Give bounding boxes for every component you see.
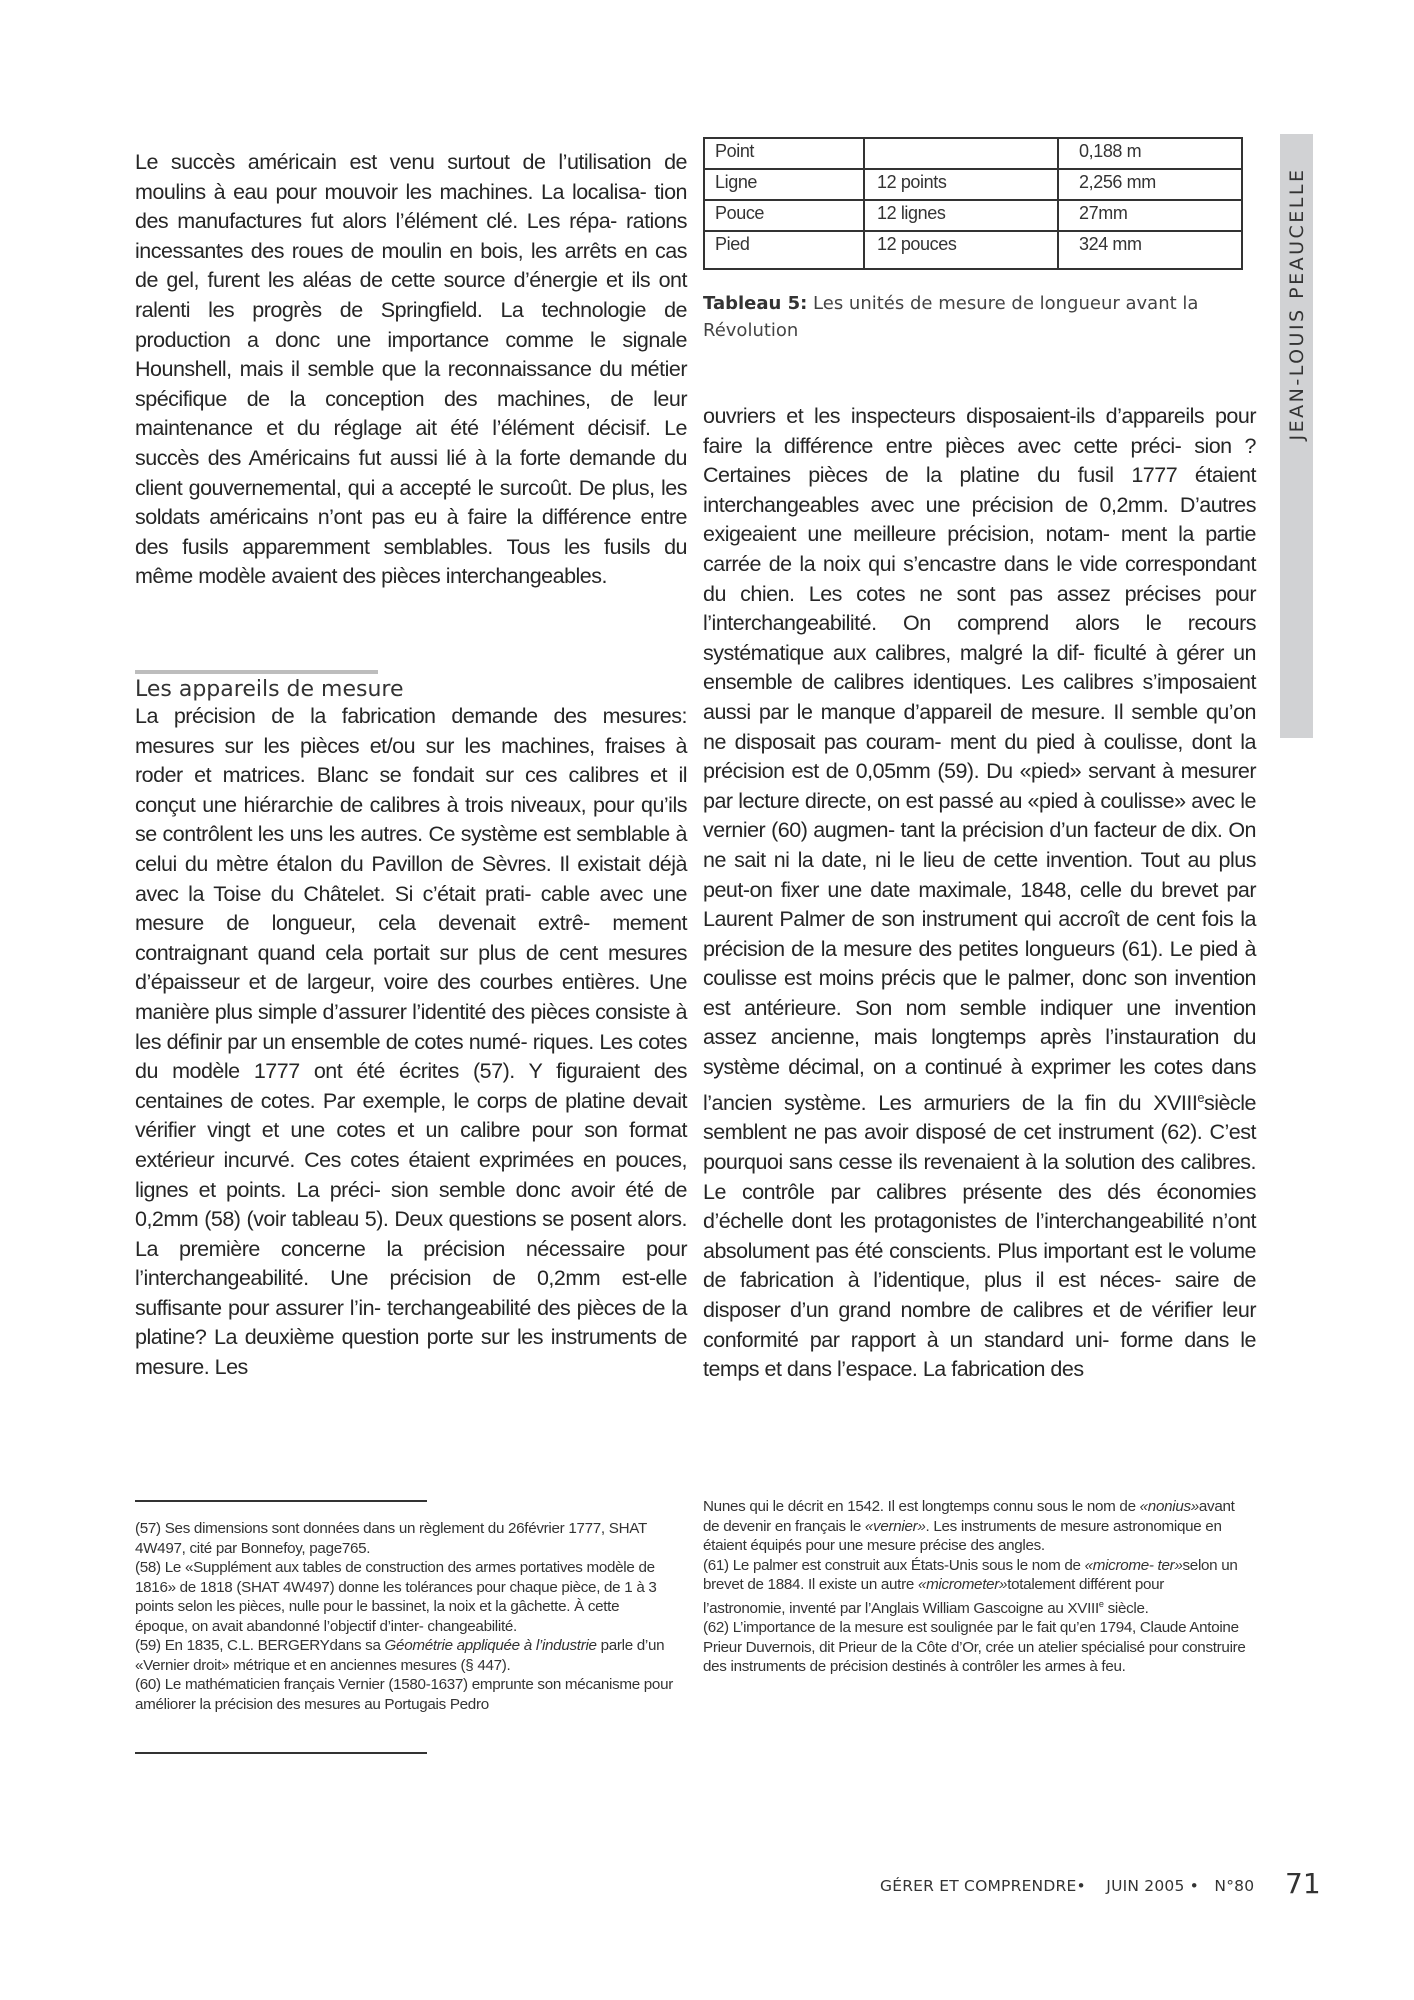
text-run: (59) En 1835, C.L. BERGERYdans sa	[135, 1637, 385, 1654]
table-cell: 27mm	[1058, 200, 1242, 231]
footnote-rule	[135, 1752, 427, 1754]
table-row	[704, 169, 1242, 200]
text-run: Nunes qui le décrit en 1542. Il est longtemps connu sous le nom de	[703, 1498, 1140, 1515]
table-cell: 12 lignes	[864, 200, 1058, 231]
section-heading	[135, 670, 687, 704]
italic-term: «vernier»	[864, 1517, 926, 1535]
footnote-57: (57) Ses dimensions sont données dans un règlement du 26février 1777, SHAT 4W497, cité par Bonnefoy, page765.	[135, 1520, 647, 1557]
text-run: parle d’un «Vernier droit» métrique et en anciennes mesures (§ 447).	[135, 1637, 665, 1674]
left-column-bottom	[135, 702, 687, 1383]
italic-term: «nonius»	[1139, 1498, 1199, 1515]
footnote-60-continued	[703, 1497, 1248, 1556]
footnote-61	[703, 1556, 1248, 1619]
book-title: Géométrie appliquée à l’industrie	[384, 1637, 597, 1654]
table-row	[704, 231, 1242, 269]
units-table	[703, 137, 1243, 270]
section-rule	[135, 670, 378, 674]
table-cell: 0,188 m	[1058, 138, 1242, 169]
author-name-text: JEAN-LOUIS PEAUCELLE	[1285, 167, 1308, 441]
author-name	[1280, 134, 1313, 474]
table-cell: 324 mm	[1058, 231, 1242, 269]
superscript: e	[1197, 1089, 1205, 1105]
footnotes-left	[135, 1519, 675, 1714]
left-column-top	[135, 148, 687, 592]
italic-term: «micrometer»	[917, 1576, 1008, 1593]
table-cell	[864, 138, 1058, 169]
section-title: Les appareils de mesure	[135, 677, 404, 702]
text-run: siècle semblent ne pas avoir disposé de cet instrument (62). C’est pourquoi sans cesse ils revenaient à la solution des calibres. Le contrôle par calibres présente des dés économies d’échelle dont les protagonistes de l’interchangeabilité n’ont absolument pas été conscients. Plus important est le volume de fabrication à l’identique, plus il est néces- saire de disposer d’un grand nombre de calibres et de vérifier leur conformité par rapport à un standard uni- forme dans le temps et dans l’espace. La fabrication des	[703, 1090, 1256, 1382]
text-run: (61) Le palmer est construit aux États-Unis sous le nom de	[703, 1556, 1085, 1574]
footnote-58: (58) Le «Supplément aux tables de construction des armes portatives modèle de 1816» de 1818 (SHAT 4W497) donne les tolérances pour chaque pièce, de 1 à 3 points selon les pièces, nulle pour le bassinet, la noix et la gâchette. À cette époque, on avait abandonné l’objectif d’inter- changeabilité.	[135, 1559, 657, 1635]
paragraph	[703, 402, 1256, 1385]
page-number: 71	[1285, 1867, 1321, 1900]
paragraph: Le succès américain est venu surtout de l’utilisation de moulins à eau pour mouvoir les machines. La localisa- tion des manufactures fut alors l’élément clé. Les répa- rations incessantes des roues de moulin en bois, les arrêts en cas de gel, furent les aléas de cette source d’énergie et ils ont ralenti les progrès de Springfield. La technologie de production a donc une importance comme le signale Hounshell, mais il semble que la reconnaissance du métier spécifique de la conception des machines, de leur maintenance et du réglage ait été l’élément décisif. Le succès des Américains fut aussi lié à la forte demande du client gouvernemental, qui a accepté le surcoût. De plus, les soldats américains n’ont pas eu à faire la différence entre des fusils apparemment semblables. Tous les fusils du même modèle avaient des pièces interchangeables.	[135, 150, 687, 589]
table-cell: 12 points	[864, 169, 1058, 200]
table-row	[704, 200, 1242, 231]
footnote-62: (62) L’importance de la mesure est soulignée par le fait qu’en 1794, Claude Antoine Prieur Duvernois, dit Prieur de la Côte d’Or, crée un atelier spécialisé pour construire des instruments de précision destinés à contrôler les armes à feu.	[703, 1619, 1246, 1676]
table-row	[704, 138, 1242, 169]
text-run: . Les instruments de mesure astronomique en étaient équipés pour une mesure précise des angles.	[703, 1517, 1222, 1554]
table-cell: Pied	[704, 231, 864, 269]
text-run: selon un brevet de 1884. Il existe un autre	[703, 1556, 1238, 1593]
text-run: ouvriers et les inspecteurs disposaient-ils d’appareils pour faire la différence entre pièces avec cette préci- sion ? Certaines pièces de la platine du fusil 1777 étaient interchangeables avec une précision de 0,2mm. D’autres exigeaient une meilleure précision, notam- ment la partie carrée de la noix qui s’encastre dans le vide correspondant du chien. Les cotes ne sont pas assez précises pour l’interchangeabilité. On comprend alors le recours systématique aux calibres, malgré la dif- ficulté à gérer un ensemble de calibres identiques. Les calibres s’imposaient aussi par le manque d’appareil de mesure. Il semble qu’on ne disposait pas couram- ment du pied à coulisse, dont la précision est de 0,05mm (59). Du «pied» servant à mesurer par lecture directe, on est passé au «pied à coulisse» avec le vernier (60) augmen- tant la précision d’un facteur de dix. On ne sait ni la date, ni le lieu de cette invention. Tout au plus peut-on fixer une date maximale, 1848, celle du brevet par Laurent Palmer de son instrument qui accroît de cent fois la précision de la mesure des petites longueurs (61). Le pied à coulisse est moins précis que le palmer, donc son invention est antérieure. Son nom semble indiquer une invention assez ancienne, mais longtemps après l’instauration du système décimal, on a continué à exprimer les cotes dans l’ancien système. Les armuriers de la fin du XVIII	[703, 404, 1256, 1115]
footnote-60: (60) Le mathématicien français Vernier (1580-1637) emprunte son mécanisme pour améliorer la précision des mesures au Portugais Pedro	[135, 1676, 673, 1713]
text-run: siècle.	[1103, 1599, 1149, 1617]
footnote-rule	[135, 1500, 427, 1502]
table-caption	[703, 290, 1248, 344]
table-cell: 12 pouces	[864, 231, 1058, 269]
table-cell: Ligne	[704, 169, 864, 200]
italic-term: «microme- ter»	[1084, 1556, 1183, 1574]
footnotes-right	[703, 1497, 1248, 1677]
caption-text: Les unités de mesure de longueur avant la Révolution	[703, 293, 1199, 341]
caption-label: Tableau 5:	[703, 293, 808, 314]
text-run: totalement différent pour l’astronomie, inventé par l’Anglais William Gascoigne au XVIII	[703, 1576, 1165, 1617]
paragraph: La précision de la fabrication demande des mesures: mesures sur les pièces et/ou sur les machines, fraises à roder et matrices. Blanc se fondait sur ces calibres et il conçut une hiérarchie de calibres à trois niveaux, pour qu’ils se contrôlent les uns les autres. Ce système est semblable à celui du mètre étalon du Pavillon de Sèvres. Il existait déjà avec la Toise du Châtelet. Si c’était prati- cable avec une mesure de longueur, cela devenait extrê- mement contraignant quand cela portait sur plus de cent mesures d’épaisseur et de largeur, voire des courbes entières. Une manière plus simple d’assurer l’identité des pièces consiste à les définir par un ensemble de cotes numé- riques. Les cotes du modèle 1777 ont été écrites (57). Y figuraient des centaines de cotes. Par exemple, le corps de platine devait vérifier vingt et une cotes et un calibre pour son format extérieur incurvé. Ces cotes étaient exprimées en pouces, lignes et points. La préci- sion semble donc avoir été de 0,2mm (58) (voir tableau 5). Deux questions se posent alors. La première concerne la précision nécessaire pour l’interchangeabilité. Une précision de 0,2mm est-elle suffisante pour assurer l’in- terchangeabilité des pièces de la platine? La deuxième question porte sur les instruments de mesure. Les	[135, 704, 687, 1380]
text-run: avant de devenir en français le	[703, 1498, 1235, 1535]
right-column	[703, 402, 1256, 1385]
units-table-grid	[703, 137, 1243, 270]
superscript: e	[1098, 1598, 1104, 1609]
journal-info: GÉRER ET COMPRENDRE• JUIN 2005 • N°80	[880, 1877, 1255, 1895]
table-cell: Pouce	[704, 200, 864, 231]
footnote-59	[135, 1636, 675, 1675]
table-cell: 2,256 mm	[1058, 169, 1242, 200]
table-cell: Point	[704, 138, 864, 169]
